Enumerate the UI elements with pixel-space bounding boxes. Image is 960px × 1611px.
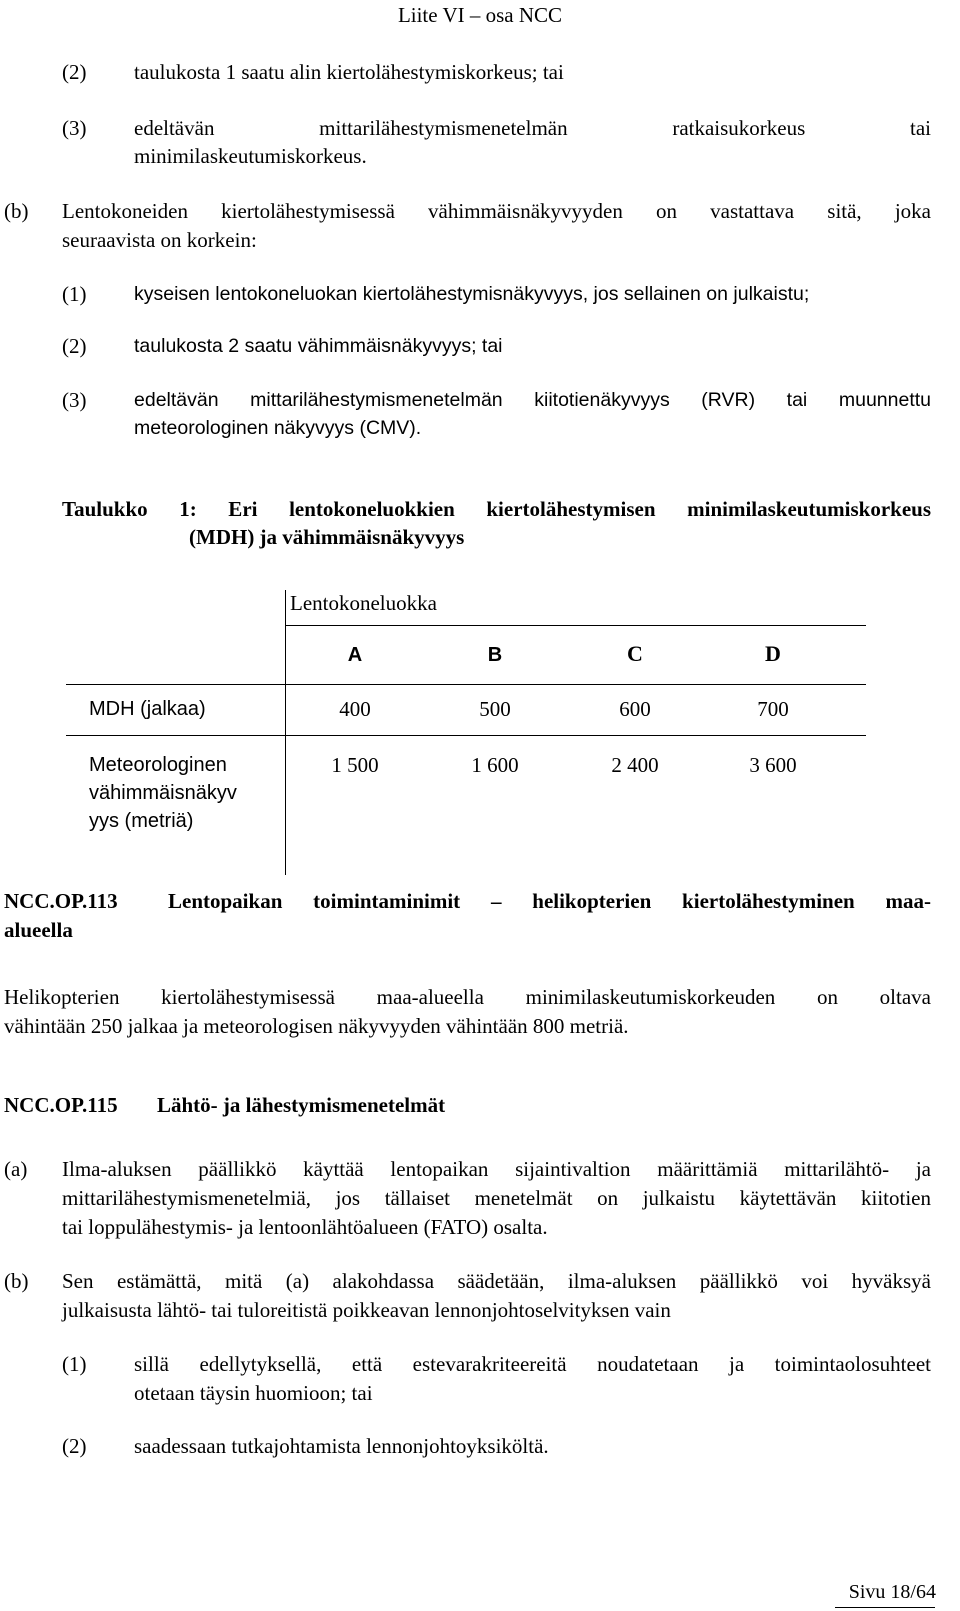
item-number: (1)	[62, 282, 87, 306]
table-cell: 1 500	[331, 753, 379, 777]
table-cell: 2 400	[611, 753, 659, 777]
section-title: alueella	[4, 918, 73, 942]
item-text: saadessaan tutkajohtamista lennonjohtoyksiköltä.	[134, 1434, 549, 1458]
page-header: Liite VI – osa NCC	[397, 3, 563, 27]
item-text: taulukosta 1 saatu alin kiertolähestymiskorkeus; tai	[134, 60, 564, 84]
paragraph-line: tai loppulähestymis- ja lentoonlähtöalueen (FATO) osalta.	[62, 1215, 548, 1239]
paragraph-line: julkaisusta lähtö- tai tuloreitistä poikkeavan lennonjohtoselvityksen vain	[62, 1298, 671, 1322]
paragraph-line: seuraavista on korkein:	[62, 228, 257, 252]
item-text: edeltävän mittarilähestymismenetelmän ratkaisukorkeus tai	[134, 116, 931, 140]
footer-divider	[835, 1607, 935, 1608]
item-number: (2)	[62, 60, 87, 84]
item-text: meteorologinen näkyvyys (CMV).	[134, 417, 422, 439]
table-caption: Taulukko 1: Eri lentokoneluokkien kiertolähestymisen minimilaskeutumiskorkeus	[62, 497, 931, 521]
row-label-visibility-line: Meteorologinen	[89, 754, 227, 776]
column-header-c: C	[627, 641, 643, 666]
item-text: minimilaskeutumiskorkeus.	[134, 144, 367, 168]
column-header-b: B	[487, 644, 503, 666]
section-title: Lentopaikan toimintaminimit – helikopterien kiertolähestyminen maa-	[168, 889, 931, 913]
table-cell: 500	[479, 697, 511, 721]
table-caption: (MDH) ja vähimmäisnäkyvyys	[189, 525, 465, 549]
item-number: (1)	[62, 1352, 87, 1376]
item-number: (2)	[62, 1434, 87, 1458]
table-divider	[285, 590, 286, 875]
paragraph-line: mittarilähestymismenetelmiä, jos tällaiset menetelmät on julkaistu käytettävän kiitotien	[62, 1186, 931, 1210]
row-label-mdh: MDH (jalkaa)	[89, 698, 206, 720]
item-text: taulukosta 2 saatu vähimmäisnäkyvyys; tai	[134, 335, 503, 357]
table-divider	[66, 684, 866, 685]
section-code: NCC.OP.115	[4, 1093, 118, 1117]
item-number: (3)	[62, 388, 87, 412]
section-title: Lähtö- ja lähestymismenetelmät	[157, 1093, 446, 1117]
minima-table	[66, 590, 866, 875]
item-text: kyseisen lentokoneluokan kiertolähestymisnäkyvyys, jos sellainen on julkaistu;	[134, 283, 810, 305]
column-header-a: A	[347, 644, 363, 666]
table-cell: 3 600	[749, 753, 797, 777]
table-divider	[285, 625, 866, 626]
row-label-visibility-line: yys (metriä)	[89, 810, 194, 832]
section-marker: (b)	[4, 199, 29, 223]
item-text: sillä edellytyksellä, että estevarakriteereitä noudatetaan ja toimintaolosuhteet	[134, 1352, 931, 1376]
section-marker: (b)	[4, 1269, 29, 1293]
paragraph-line: Ilma-aluksen päällikkö käyttää lentopaikan sijaintivaltion määrittämiä mittarilähtö- ja	[62, 1157, 931, 1181]
row-label-visibility-line: vähimmäisnäkyv	[89, 782, 237, 804]
item-number: (3)	[62, 116, 87, 140]
table-group-header: Lentokoneluokka	[290, 591, 437, 615]
paragraph-line: Sen estämättä, mitä (a) alakohdassa säädetään, ilma-aluksen päällikkö voi hyväksyä	[62, 1269, 931, 1293]
item-number: (2)	[62, 334, 87, 358]
paragraph-line: Helikopterien kiertolähestymisessä maa-alueella minimilaskeutumiskorkeuden on oltava	[4, 985, 931, 1009]
table-cell: 600	[619, 697, 651, 721]
paragraph-line: vähintään 250 jalkaa ja meteorologisen näkyvyyden vähintään 800 metriä.	[4, 1014, 629, 1038]
item-text: otetaan täysin huomioon; tai	[134, 1381, 373, 1405]
section-code: NCC.OP.113	[4, 889, 118, 913]
table-cell: 400	[339, 697, 371, 721]
section-marker: (a)	[4, 1157, 28, 1181]
column-header-d: D	[765, 641, 781, 666]
table-cell: 700	[757, 697, 789, 721]
table-cell: 1 600	[471, 753, 519, 777]
table-divider	[66, 735, 866, 736]
paragraph-line: Lentokoneiden kiertolähestymisessä vähimmäisnäkyvyyden on vastattava sitä, joka	[62, 199, 931, 223]
page-number: Sivu 18/64	[848, 1581, 936, 1603]
item-text: edeltävän mittarilähestymismenetelmän kiitotienäkyvyys (RVR) tai muunnettu	[134, 389, 931, 411]
